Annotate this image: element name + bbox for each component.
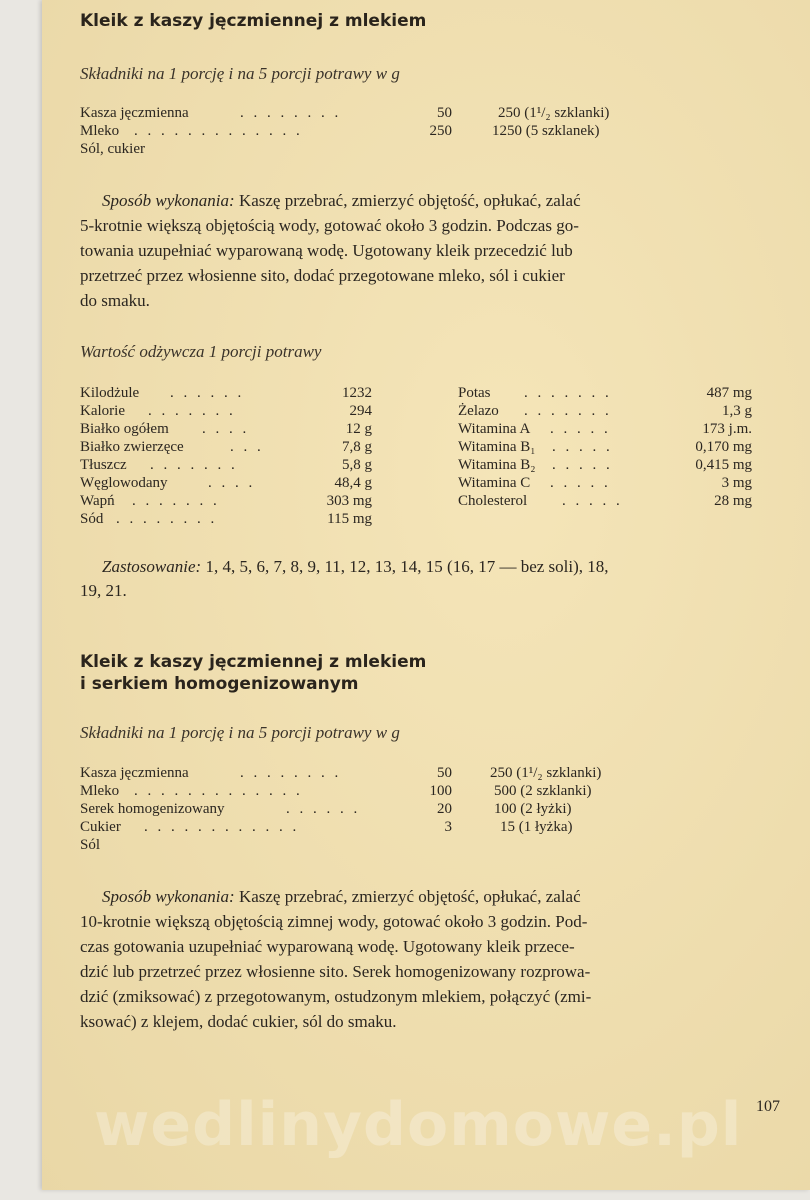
nutrient-value: 115 mg: [327, 511, 372, 527]
leader-dots: . . . . .: [562, 493, 623, 509]
ingredient-one-portion: 100: [429, 783, 452, 799]
ingredient-one-portion: 3: [444, 819, 452, 835]
nutrient-value: 12 g: [345, 421, 372, 437]
ingredient-one-portion: 20: [437, 801, 452, 817]
ingredient-name: Kasza jęczmienna: [80, 765, 189, 781]
ingredient-five-portions: 15 (1 łyżka): [500, 819, 573, 835]
ingredient-five-portions: 250 (1¹/₂ szklanki): [490, 765, 602, 781]
method-label: Sposób wykonania:: [102, 191, 235, 210]
leader-dots: . . . . . .: [286, 801, 361, 817]
recipe2-ingredients-header: Składniki na 1 porcję i na 5 porcji potrawy w g: [80, 723, 400, 742]
leader-dots: . . . . . . . .: [240, 765, 342, 781]
method-label: Sposób wykonania:: [102, 887, 235, 906]
leader-dots: . . . .: [202, 421, 250, 437]
leader-dots: . . . . . . . . . . . . .: [134, 783, 303, 799]
nutrient-name: Kalorie: [80, 403, 125, 419]
ingredient-one-portion: 50: [437, 765, 452, 781]
nutrient-name: Sód: [80, 511, 104, 527]
nutrient-value: 3 mg: [721, 475, 752, 491]
recipe1-ingredients-header: Składniki na 1 porcję i na 5 porcji potrawy w g: [80, 64, 400, 83]
page-number: 107: [756, 1098, 780, 1115]
recipe1-nutrition-header: Wartość odżywcza 1 porcji potrawy: [80, 342, 322, 361]
nutrient-value: 294: [349, 403, 372, 419]
recipe2-title: Kleik z kaszy jęczmiennej z mlekiem: [80, 652, 427, 672]
leader-dots: . . . . . . .: [524, 403, 612, 419]
ingredient-name: Cukier: [80, 819, 121, 835]
leader-dots: . . . . . . .: [148, 403, 236, 419]
ingredient-five-portions: 1250 (5 szklanek): [492, 123, 600, 139]
ingredient-name: Sól: [80, 837, 101, 853]
leader-dots: . . . . . . . .: [240, 105, 342, 121]
method-line: Sposób wykonania: Kaszę przebrać, zmierzyć objętość, opłukać, zalać: [102, 887, 581, 906]
ingredient-name: Mleko: [80, 783, 120, 799]
nutrient-name: Witamina B₂: [458, 457, 536, 473]
leader-dots: . . . . .: [550, 421, 611, 437]
nutrient-name: Tłuszcz: [80, 457, 127, 473]
nutrient-name: Białko zwierzęce: [80, 439, 184, 455]
nutrient-value: 487 mg: [706, 385, 752, 401]
nutrient-value: 303 mg: [326, 493, 372, 509]
nutrient-name: Witamina B₁: [458, 439, 536, 455]
ingredient-name: Mleko: [80, 123, 120, 139]
leader-dots: . . . . . . .: [150, 457, 238, 473]
nutrient-name: Kilodżule: [80, 385, 140, 401]
leader-dots: . . . . .: [552, 457, 613, 473]
leader-dots: . . . . . . .: [132, 493, 220, 509]
leader-dots: . . . . . . . .: [116, 511, 218, 527]
nutrient-value: 5,8 g: [342, 457, 372, 473]
nutrient-name: Cholesterol: [458, 493, 528, 509]
nutrient-value: 0,170 mg: [695, 439, 752, 455]
book-page: [42, 0, 810, 1190]
ingredient-name: Sól, cukier: [80, 141, 145, 157]
method-line: ksować) z klejem, dodać cukier, sól do smaku.: [80, 1012, 397, 1031]
recipe2-title-cont: i serkiem homogenizowanym: [80, 674, 359, 694]
method-line: towania uzupełniać wyparowaną wodę. Ugotowany kleik przecedzić lub: [80, 241, 573, 260]
nutrient-value: 48,4 g: [334, 475, 372, 491]
nutrient-value: 0,415 mg: [695, 457, 752, 473]
nutrient-name: Witamina C: [458, 475, 531, 491]
method-line: do smaku.: [80, 291, 150, 310]
nutrient-value: 173 j.m.: [702, 421, 752, 437]
leader-dots: . . . . . . . . . . . .: [144, 819, 300, 835]
ingredient-one-portion: 50: [437, 105, 452, 121]
watermark: wedlinydomowe.pl: [94, 1090, 743, 1160]
nutrient-value: 1,3 g: [722, 403, 752, 419]
leader-dots: . . . . .: [552, 439, 613, 455]
leader-dots: . . . .: [208, 475, 256, 491]
leader-dots: . . . . . .: [170, 385, 245, 401]
method-line: Sposób wykonania: Kaszę przebrać, zmierzyć objętość, opłukać, zalać: [102, 191, 581, 210]
nutrient-value: 28 mg: [714, 493, 752, 509]
method-line: dzić lub przetrzeć przez włosienne sito. Serek homogenizowany rozprowa-: [80, 962, 591, 981]
recipe1-usage-cont: 19, 21.: [80, 581, 127, 600]
method-line: dzić (zmiksować) z przegotowanym, ostudzonym mlekiem, połączyć (zmi-: [80, 987, 592, 1006]
nutrient-value: 7,8 g: [342, 439, 372, 455]
method-line: przetrzeć przez włosienne sito, dodać przegotowane mleko, sól i cukier: [80, 266, 565, 285]
nutrient-name: Węglowodany: [80, 475, 168, 491]
nutrient-name: Białko ogółem: [80, 421, 169, 437]
nutrient-name: Żelazo: [458, 403, 499, 419]
nutrient-value: 1232: [342, 385, 372, 401]
ingredient-name: Serek homogenizowany: [80, 801, 225, 817]
ingredient-name: Kasza jęczmienna: [80, 105, 189, 121]
leader-dots: . . . . . . .: [524, 385, 612, 401]
nutrient-name: Wapń: [80, 493, 115, 509]
recipe1-usage: Zastosowanie: 1, 4, 5, 6, 7, 8, 9, 11, 12, 13, 14, 15 (16, 17 — bez soli), 18,: [102, 557, 609, 576]
recipe1-title: Kleik z kaszy jęczmiennej z mlekiem: [80, 11, 427, 31]
leader-dots: . . . . .: [550, 475, 611, 491]
ingredient-one-portion: 250: [429, 123, 452, 139]
method-line: czas gotowania uzupełniać wyparowaną wodę. Ugotowany kleik przece-: [80, 937, 575, 956]
method-line: 10-krotnie większą objętością zimnej wody, gotować około 3 godzin. Pod-: [80, 912, 588, 931]
ingredient-five-portions: 100 (2 łyżki): [494, 801, 572, 817]
nutrient-name: Witamina A: [458, 421, 531, 437]
leader-dots: . . . . . . . . . . . . .: [134, 123, 303, 139]
nutrient-name: Potas: [458, 385, 491, 401]
method-line: 5-krotnie większą objętością wody, gotować około 3 godzin. Podczas go-: [80, 216, 579, 235]
ingredient-five-portions: 500 (2 szklanki): [494, 783, 592, 799]
leader-dots: . . .: [230, 439, 264, 455]
usage-label: Zastosowanie:: [102, 557, 202, 576]
ingredient-five-portions: 250 (1¹/₂ szklanki): [498, 105, 610, 121]
